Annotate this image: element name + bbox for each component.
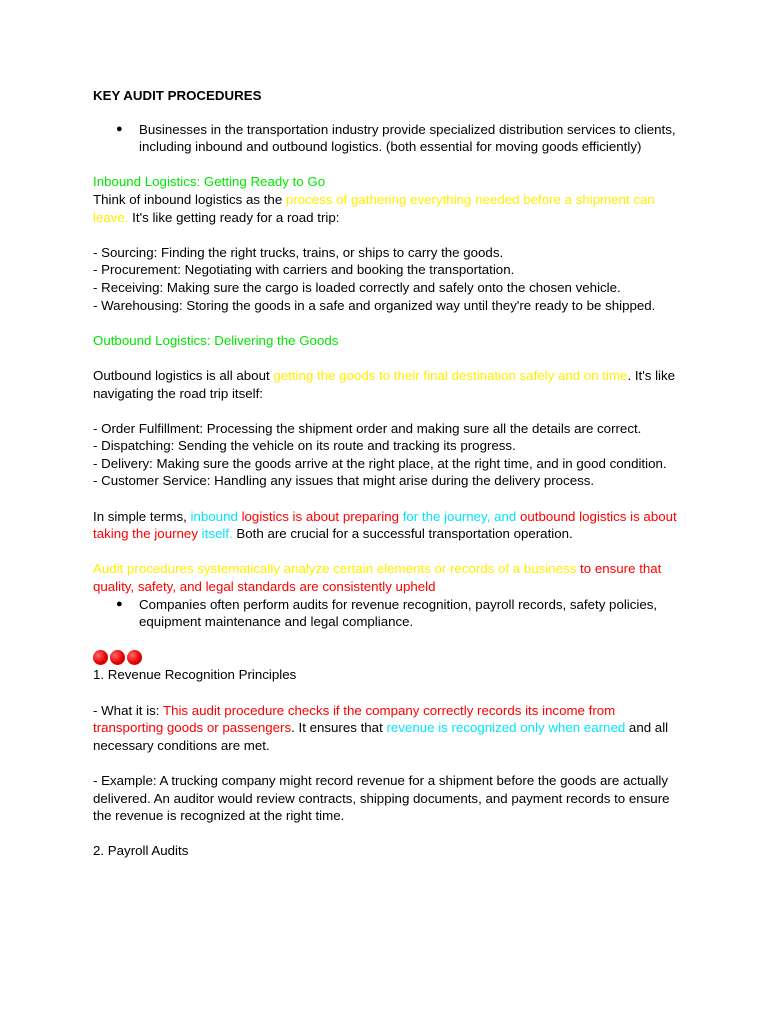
inbound-paragraph: Think of inbound logistics as the process of gathering everything needed before a shipment can leave. It's like getting ready for a road trip: <box>93 191 655 225</box>
audit-paragraph: Audit procedures systematically analyze certain elements or records of a business to ensure that quality, safety, and legal standards are consistently upheld <box>93 561 662 595</box>
intro-bullet: ● Businesses in the transportation industry provide specialized distribution services to clients, including inbound and outbound logistics. (both essential for moving goods efficiently) <box>93 121 678 156</box>
summary-paragraph: In simple terms, inbound logistics is about preparing for the journey, and outbound logistics is about taking the journey itself. Both are crucial for a successful transportation operation. <box>93 508 677 542</box>
outbound-highlight: getting the goods to their final destination safely and on time <box>273 367 628 383</box>
audit-bullet-list <box>93 596 678 631</box>
outbound-item: - Dispatching: Sending the vehicle on its route and tracking its progress. <box>93 438 516 454</box>
inbound-heading: Inbound Logistics: Getting Ready to Go <box>93 174 326 190</box>
inbound-highlight: process of gathering everything needed before a shipment can leave. <box>93 191 655 225</box>
revenue-heading: 1. Revenue Recognition Principles <box>93 667 297 683</box>
revenue-what-it-is: - What it is: This audit procedure checks if the company correctly records its income from transporting goods or passengers. It ensures that revenue is recognized only when earned and all necessary conditions are met. <box>93 702 669 753</box>
red-circles <box>93 648 678 666</box>
revenue-example: - Example: A trucking company might record revenue for a shipment before the goods are actually delivered. An auditor would review contracts, shipping documents, and payment records to ensure the revenue is recognized at the right time. <box>93 772 670 824</box>
outbound-item: - Order Fulfillment: Processing the shipment order and making sure all the details are correct. <box>93 420 642 436</box>
intro-bullet-list <box>93 121 678 156</box>
audit-bullet: ● Companies often perform audits for revenue recognition, payroll records, safety policies, equipment maintenance and legal compliance. <box>93 596 678 631</box>
inbound-item: - Receiving: Making sure the cargo is loaded correctly and safely onto the chosen vehicle. <box>93 279 621 295</box>
document-title: KEY AUDIT PROCEDURES <box>93 88 262 103</box>
outbound-item: - Delivery: Making sure the goods arrive at the right place, at the right time, and in good condition. <box>93 455 667 471</box>
inbound-item: - Sourcing: Finding the right trucks, trains, or ships to carry the goods. <box>93 244 504 260</box>
outbound-item: - Customer Service: Handling any issues that might arise during the delivery process. <box>93 473 595 489</box>
outbound-paragraph: Outbound logistics is all about getting the goods to their final destination safely and on time. It's like navigating the road trip itself: <box>93 367 676 401</box>
document-content <box>93 87 678 860</box>
red-circle-icon <box>110 650 125 665</box>
inbound-item: - Warehousing: Storing the goods in a safe and organized way until they're ready to be shipped. <box>93 297 656 313</box>
payroll-heading: 2. Payroll Audits <box>93 843 189 859</box>
outbound-heading: Outbound Logistics: Delivering the Goods <box>93 332 339 348</box>
red-circle-icon <box>93 650 108 665</box>
inbound-item: - Procurement: Negotiating with carriers and booking the transportation. <box>93 262 515 278</box>
red-circle-icon <box>127 650 142 665</box>
